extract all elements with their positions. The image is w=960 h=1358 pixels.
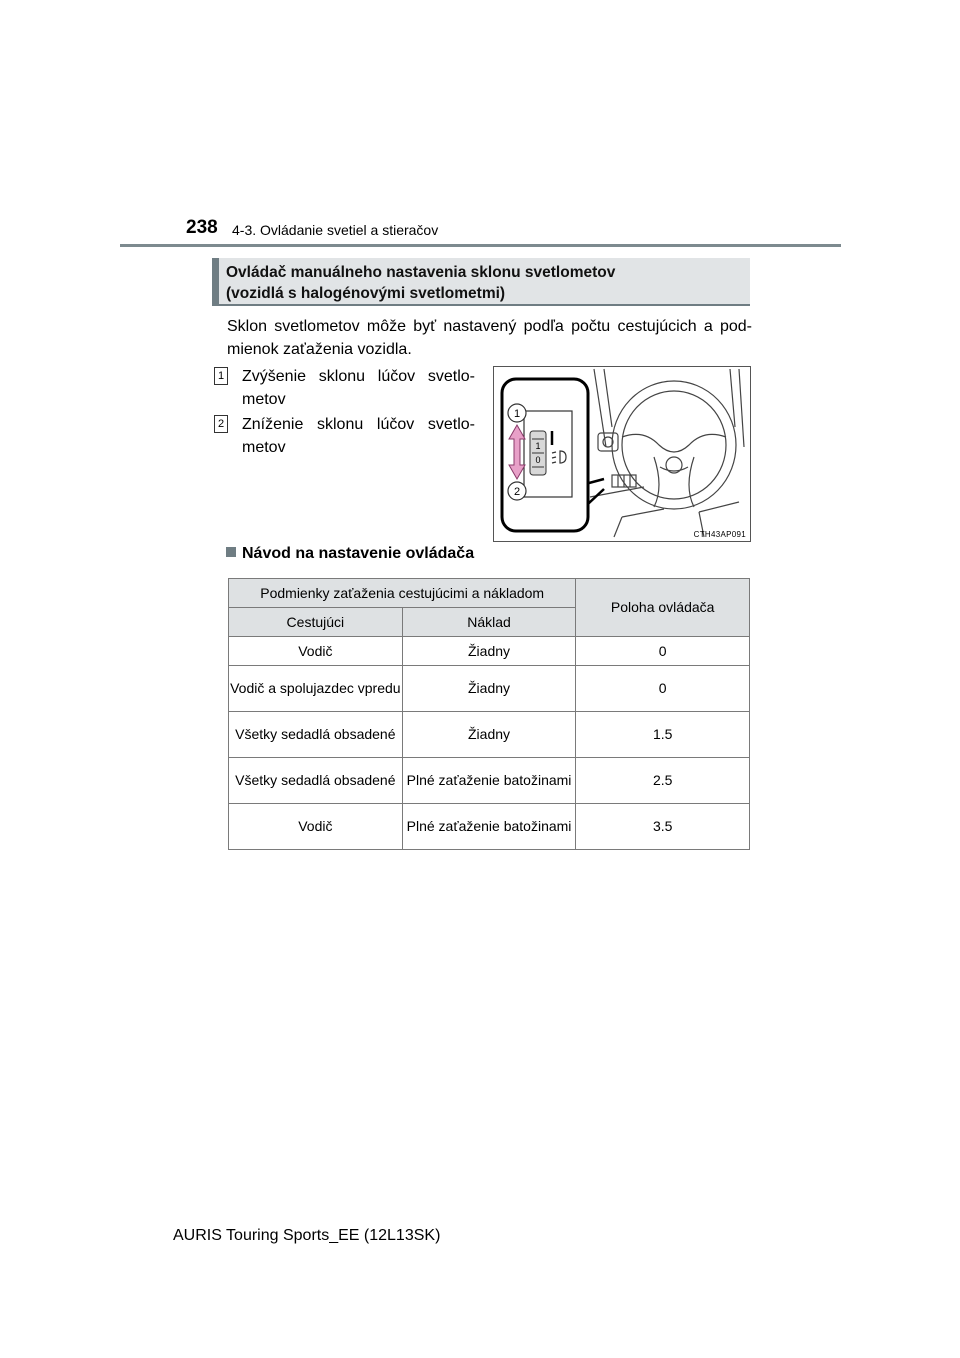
table-row	[229, 804, 750, 850]
item-number-1: 1	[214, 367, 228, 385]
subheading	[226, 545, 474, 563]
section-title: 4-3. Ovládanie svetiel a stieračov	[232, 222, 439, 238]
cell-passengers: Vodič	[229, 804, 403, 850]
cell-cargo: Žiadny	[402, 666, 576, 712]
header-dial-position: Poloha ovládača	[576, 579, 750, 637]
table-row	[229, 712, 750, 758]
heading-line-2: (vozidlá s halogénovými svetlometmi)	[226, 285, 506, 302]
intro-paragraph: Sklon svetlometov môže byť nastavený podľa počtu cestujúcich a pod-mienok zaťaženia vozidla.	[227, 318, 752, 358]
cell-position: 1.5	[576, 712, 750, 758]
cell-passengers: Všetky sedadlá obsadené	[229, 758, 403, 804]
cell-passengers: Vodič a spolujazdec vpredu	[229, 666, 403, 712]
header-cargo: Náklad	[402, 608, 576, 637]
item-text-2: Zníženie sklonu lúčov svetlo-metov	[242, 416, 475, 456]
headlight-leveling-illustration	[493, 366, 751, 542]
dashboard-drawing	[494, 367, 750, 541]
heading-line-1: Ovládač manuálneho nastavenia sklonu svetlometov	[226, 264, 616, 281]
cell-passengers: Všetky sedadlá obsadené	[229, 712, 403, 758]
table-row	[229, 666, 750, 712]
cell-passengers: Vodič	[229, 637, 403, 666]
figure-code: CTH43AP091	[693, 530, 746, 539]
cell-position: 0	[576, 637, 750, 666]
item-text-1: Zvýšenie sklonu lúčov svetlo-metov	[242, 368, 475, 408]
dial-mark-1: 1	[535, 441, 541, 451]
footer-model-code: AURIS Touring Sports_EE (12L13SK)	[173, 1227, 441, 1244]
section-heading	[212, 258, 750, 306]
item-number-2: 2	[214, 415, 228, 433]
callout-label-1: 1	[513, 408, 521, 420]
cell-cargo: Žiadny	[402, 712, 576, 758]
cell-position: 0	[576, 666, 750, 712]
header-passengers: Cestujúci	[229, 608, 403, 637]
cell-cargo: Plné zaťaženie batožinami	[402, 804, 576, 850]
table-row	[229, 637, 750, 666]
table-row	[229, 758, 750, 804]
header-divider	[120, 244, 841, 247]
dial-mark-0: 0	[535, 455, 541, 465]
heading-accent-bar	[212, 258, 219, 306]
subheading-text: Návod na nastavenie ovládača	[242, 545, 475, 562]
cell-cargo: Žiadny	[402, 637, 576, 666]
adjustment-table	[228, 578, 750, 850]
heading-text	[226, 262, 615, 304]
cell-position: 3.5	[576, 804, 750, 850]
square-bullet-icon	[226, 547, 236, 557]
callout-label-2: 2	[513, 486, 521, 498]
header-load-conditions: Podmienky zaťaženia cestujúcimi a nákladom	[229, 579, 576, 608]
page-number: 238	[186, 217, 218, 238]
cell-cargo: Plné zaťaženie batožinami	[402, 758, 576, 804]
cell-position: 2.5	[576, 758, 750, 804]
